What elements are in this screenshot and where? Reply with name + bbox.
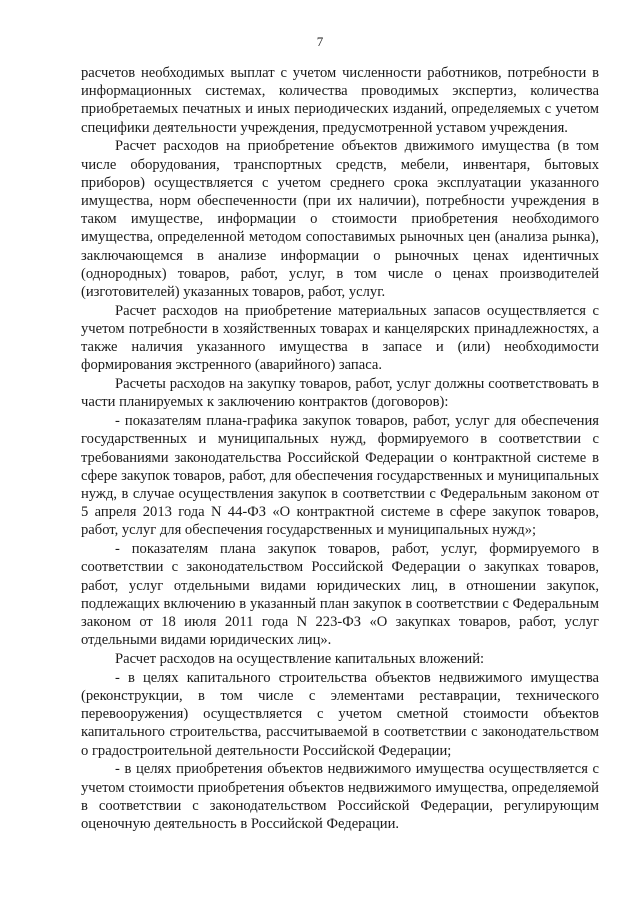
document-body [81,64,599,834]
paragraph-5: - показателям плана-графика закупок товаров, работ, услуг для обеспечения государственных и муниципальных нужд, формируемого в соответствии с требованиями законодательства Российской Федерации о контрактной системе в сфере закупок товаров, работ, для обеспечения государственных и муниципальных нужд, в случае осуществления закупок в соответствии с Федеральным законом от 5 апреля 2013 года N 44-ФЗ «О контрактной системе в сфере закупок товаров, работ, услуг для обеспечения государственных и муниципальных нужд»; [81,413,599,539]
paragraph-2: Расчет расходов на приобретение объектов движимого имущества (в том числе оборудования, транспортных средств, мебели, инвентаря, бытовых приборов) осуществляется с учетом среднего срока эксплуатации указанного имущества, норм обеспеченности (при их наличии), потребности учреждения в таком имуществе, информации о стоимости приобретения необходимого имущества, определенной методом сопоставимых рыночных цен (анализа рынка), заключающемся в анализе информации о рыночных ценах идентичных (однородных) товаров, работ, услуг, в том числе о ценах производителей (изготовителей) указанных товаров, работ, услуг. [81,138,599,301]
page-number: 7 [316,34,324,49]
paragraph-3: Расчет расходов на приобретение материальных запасов осуществляется с учетом потребности в хозяйственных товарах и канцелярских принадлежностях, а также наличия указанного имущества в запасе и (или) необходимости формирования экстренного (аварийного) запаса. [81,302,599,374]
paragraph-6: - показателям плана закупок товаров, работ, услуг, формируемого в соответствии с законодательством Российской Федерации о закупках товаров, работ, услуг отдельными видами юридических лиц, в отношении закупок, подлежащих включению в указанный план закупок в соответствии с Федеральным законом от 18 июля 2011 года N 223-ФЗ «О закупках товаров, работ, услуг отдельными видами юридических лиц». [81,541,599,649]
paragraph-1: расчетов необходимых выплат с учетом численности работников, потребности в информационных системах, количества проводимых экспертиз, количества приобретаемых печатных и иных периодических изданий, определяемых с учетом специфики деятельности учреждения, предусмотренной уставом учреждения. [81,65,599,136]
paragraph-8: - в целях капитального строительства объектов недвижимого имущества (реконструкции, в том числе с элементами реставрации, технического перевооружения) осуществляется с учетом сметной стоимости объектов капитального строительства, рассчитываемой в соответствии с законодательством о градостроительной деятельности Российской Федерации; [81,669,599,759]
paragraph-4: Расчеты расходов на закупку товаров, работ, услуг должны соответствовать в части планируемых к заключению контрактов (договоров): [81,376,599,411]
paragraph-9: - в целях приобретения объектов недвижимого имущества осуществляется с учетом стоимости приобретения объектов недвижимого имущества, определяемой в соответствии с законодательством Российской Федерации, регулирующим оценочную деятельность в Российской Федерации. [81,761,599,833]
paragraph-7: Расчет расходов на осуществление капитальных вложений: [115,651,485,668]
